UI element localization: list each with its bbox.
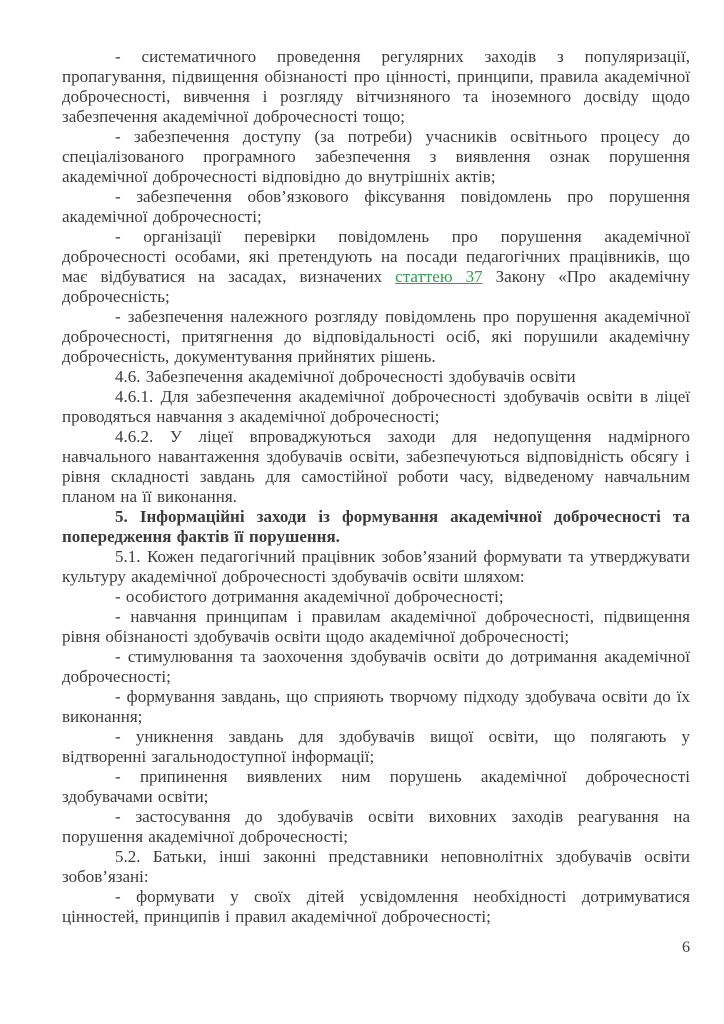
paragraph-4-6-2: 4.6.2. У ліцеї впроваджуються заходи для недопущення надмірного навчального навантаження здобувачів освіти, забезпечуються відповідність обсягу і рівня складності завдань для самостійної роботи часу, відведеному навчальним планом на її виконання. [62,427,690,506]
document-body [62,47,690,927]
paragraph-mandatory-recording: - забезпечення обов’язкового фіксування повідомлень про порушення академічної доброчесності; [62,187,690,226]
paragraph-personal-adherence: - особистого дотримання академічної доброчесності; [115,587,504,606]
page-number: 6 [682,939,690,956]
paragraph-verification-with-link [62,227,690,307]
paragraph-creative-tasks: - формування завдань, що сприяють творчому підходу здобувача освіти до їх виконання; [62,687,690,726]
section-4-6-heading: 4.6. Забезпечення академічної доброчесності здобувачів освіти [115,367,576,386]
paragraph-text-before-link: - організації перевірки повідомлень про порушення академічної доброчесності особами, які претендують на посади педагогічних працівників, що має відбуватися на засадах, визначених [62,227,690,286]
paragraph-software-access: - забезпечення доступу (за потреби) учасників освітнього процесу до спеціалізованого програмного забезпечення з виявлення ознак порушення академічної доброчесності відповідно до внутрішніх актів; [62,127,690,186]
paragraph-5-1: 5.1. Кожен педагогічний працівник зобов’язаний формувати та утверджувати культуру академічної доброчесності здобувачів освіти шляхом: [62,547,690,586]
paragraph-stopping-violations: - припинення виявлених ним порушень академічної доброчесності здобувачами освіти; [62,767,690,806]
section-5-heading: 5. Інформаційні заходи із формування академічної доброчесності та попередження фактів її порушення. [62,507,690,546]
paragraph-stimulation: - стимулювання та заохочення здобувачів освіти до дотримання академічної доброчесності; [62,647,690,686]
paragraph-text-after-link: Закону «Про академічну доброчесність; [62,267,690,306]
paragraph-popularization: - систематичного проведення регулярних заходів з популяризації, пропагування, підвищення обізнаності про цінності, принципи, правила академічної доброчесності, вивчення і розгляду вітчизняного та іноземного досвіду щодо забезпечення академічної доброчесності тощо; [62,47,690,126]
paragraph-4-6-1: 4.6.1. Для забезпечення академічної доброчесності здобувачів освіти в ліцеї проводяться навчання з академічної доброчесності; [62,387,690,426]
paragraph-teaching-principles: - навчання принципам і правилам академічної доброчесності, підвищення рівня обізнаності здобувачів освіти щодо академічної доброчесності; [62,607,690,646]
link-article-37[interactable]: статтею 37 [395,267,483,286]
paragraph-parents-duty: - формувати у своїх дітей усвідомлення необхідності дотримуватися цінностей, принципів і правил академічної доброчесності; [62,887,690,926]
paragraph-proper-review: - забезпечення належного розгляду повідомлень про порушення академічної доброчесності, притягнення до відповідальності осіб, які порушили академічну доброчесність, документування прийнятих рішень. [62,307,690,366]
paragraph-educational-measures: - застосування до здобувачів освіти виховних заходів реагування на порушення академічної доброчесності; [62,807,690,846]
paragraph-5-2: 5.2. Батьки, інші законні представники неповнолітніх здобувачів освіти зобов’язані: [62,847,690,886]
paragraph-avoiding-tasks: - уникнення завдань для здобувачів вищої освіти, що полягають у відтворенні загальнодоступної інформації; [62,727,690,766]
